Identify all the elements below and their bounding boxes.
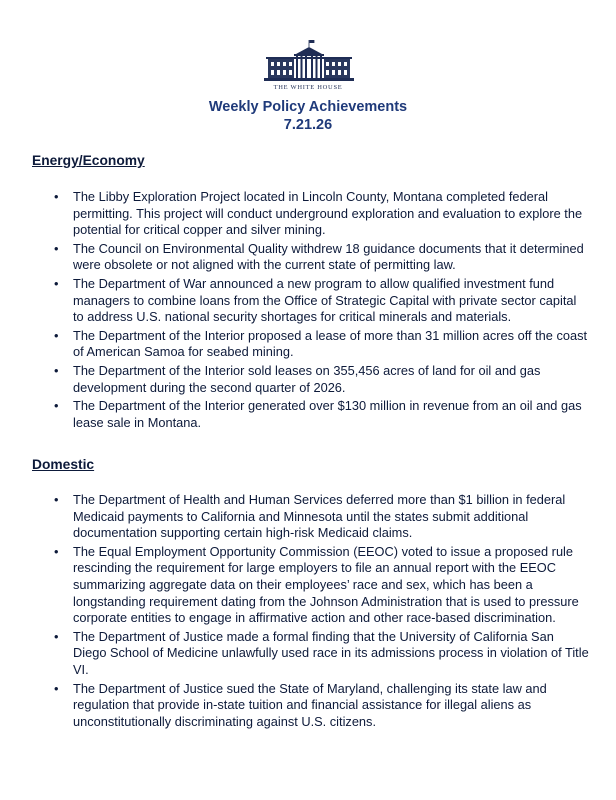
bullet-icon: •	[54, 543, 59, 559]
list-item-text: The Department of War announced a new program to allow qualified investment fund managers to combine loans from the Office of Strategic Capital with private sector capital to address U.S. national security shortages for critical minerals and materials.	[73, 275, 577, 325]
list-item	[54, 629, 590, 679]
section-heading-energy-economy: Energy/Economy	[32, 153, 145, 168]
domestic-list	[54, 492, 590, 732]
page-date: 7.21.26	[283, 117, 333, 133]
list-item	[54, 681, 590, 731]
list-item-text: The Department of the Interior generated over $130 million in revenue from an oil and gas lease sale in Montana.	[73, 398, 582, 430]
bullet-icon: •	[54, 275, 59, 291]
list-item	[54, 241, 590, 274]
bullet-icon: •	[54, 240, 59, 256]
bullet-icon: •	[54, 492, 59, 507]
list-item-text: The Department of the Interior sold leases on 355,456 acres of land for oil and gas development during the second quarter of 2026.	[73, 362, 541, 395]
list-item	[54, 363, 590, 396]
list-item-text: The Department of the Interior proposed a lease of more than 31 million acres off the coast of American Samoa for seabed mining.	[73, 327, 588, 360]
bullet-icon: •	[54, 362, 59, 378]
logo-caption: THE WHITE HOUSE	[273, 84, 343, 91]
list-item	[54, 398, 590, 431]
bullet-icon: •	[54, 398, 59, 414]
bullet-icon: •	[54, 680, 59, 696]
list-item-text: The Department of Justice sued the State of Maryland, challenging its state law and regulation that provide in-state tuition and financial assistance for illegal aliens as unconstitutionally discriminating against U.S. citizens.	[73, 680, 547, 729]
section-heading-domestic: Domestic	[32, 457, 95, 472]
bullet-icon: •	[54, 628, 59, 644]
list-item	[54, 328, 590, 361]
page-title: Weekly Policy Achievements	[208, 99, 408, 115]
bullet-icon: •	[54, 189, 59, 204]
list-item-text: The Department of Health and Human Services deferred more than $1 billion in federal Medicaid payments to California and Minnesota until the states submit additional documentation supporting certain high-risk Medicaid claims.	[73, 492, 566, 541]
list-item-text: The Council on Environmental Quality withdrew 18 guidance documents that it determined were obsolete or not aligned with the current state of permitting law.	[73, 240, 584, 273]
list-item-text: The Libby Exploration Project located in Lincoln County, Montana completed federal permitting. This project will conduct underground exploration and evaluation to explore the potential for critical copper and silver mining.	[73, 189, 583, 238]
energy-economy-list	[54, 189, 590, 433]
list-item	[54, 189, 590, 239]
bullet-icon: •	[54, 327, 59, 343]
list-item	[54, 544, 590, 627]
list-item	[54, 492, 590, 542]
list-item-text: The Equal Employment Opportunity Commission (EEOC) voted to issue a proposed rule rescinding the requirement for large employers to file an annual report with the EEOC summarizing aggregate data on their employees’ race and sex, which has been a longstanding requirement dating from the Johnson Administration that is used to pressure corporate entities to engage in affirmative action and other race-based discrimination.	[73, 543, 579, 626]
list-item-text: The Department of Justice made a formal finding that the University of California San Diego School of Medicine unlawfully used race in its admissions process in violation of Title VI.	[73, 628, 589, 677]
list-item	[54, 276, 590, 326]
